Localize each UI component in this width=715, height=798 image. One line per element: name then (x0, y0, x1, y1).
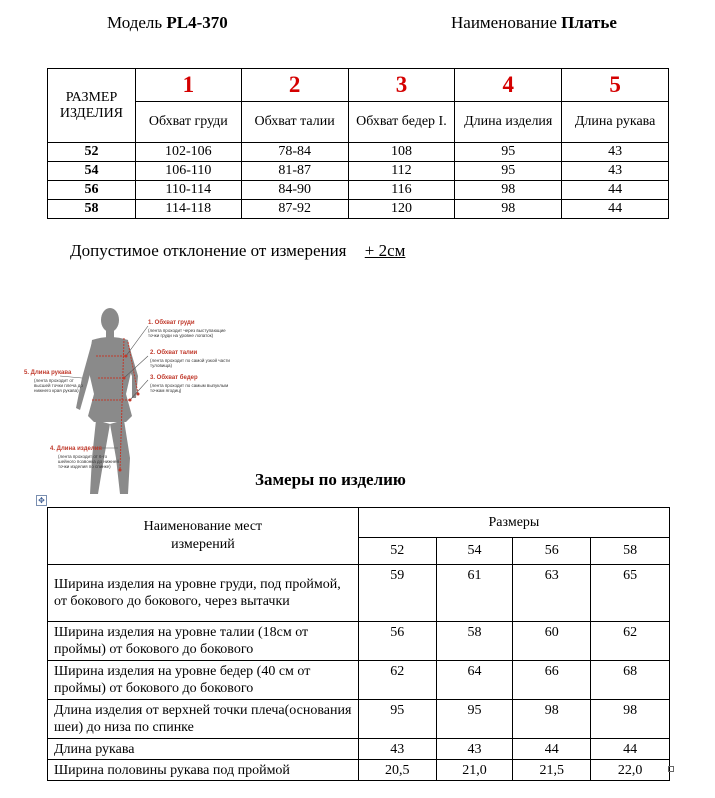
value-cell: 43 (436, 739, 513, 760)
name-header (451, 13, 617, 33)
value-cell: 61 (436, 565, 513, 622)
model-value: PL4-370 (166, 13, 228, 32)
table-row (48, 143, 669, 162)
value-cell: 60 (513, 622, 591, 661)
figure-label-waist: 2. Обхват талии (150, 350, 198, 356)
value-cell: 120 (348, 200, 455, 219)
table-resize-handle[interactable] (668, 766, 674, 772)
value-cell: 44 (562, 181, 669, 200)
value-cell: 81-87 (241, 162, 348, 181)
size-header: 54 (436, 537, 513, 564)
value-cell: 58 (436, 622, 513, 661)
figure-label-length: 4. Длина изделия (50, 446, 102, 452)
measure-name: Ширина изделия на уровне груди, под проймой, от бокового до бокового, через вытачки (48, 565, 359, 622)
measure-name: Длина рукава (48, 739, 359, 760)
col-number: 3 (348, 69, 455, 102)
figure-label-sleeve: 5. Длина рукава (24, 370, 72, 376)
measure-name: Ширина изделия на уровне талии (18см от проймы) от бокового до бокового (48, 622, 359, 661)
value-cell: 62 (591, 622, 670, 661)
table-row (48, 661, 670, 700)
col-header: Обхват груди (135, 102, 241, 143)
sizes-header: Размеры (358, 508, 669, 538)
col-header: Обхват бедер I. (348, 102, 455, 143)
figure-note-chest: (лента проходит через выступающие точки груди на уровне лопаток) (148, 328, 226, 338)
size-header: 58 (591, 537, 670, 564)
value-cell: 43 (358, 739, 436, 760)
value-cell: 56 (358, 622, 436, 661)
table-row (48, 739, 670, 760)
col-header: Обхват талии (241, 102, 348, 143)
value-cell: 112 (348, 162, 455, 181)
value-cell: 84-90 (241, 181, 348, 200)
value-cell: 116 (348, 181, 455, 200)
measurement-figure (20, 298, 260, 498)
table-row (48, 622, 670, 661)
size-table (47, 68, 669, 219)
size-header: 56 (513, 537, 591, 564)
col-header: Длина рукава (562, 102, 669, 143)
size-cell: 54 (48, 162, 136, 181)
figure-note-length: (лента проходит от 6-го шейного позвонка до нижней точки изделия по спинке) (58, 454, 119, 469)
value-cell: 95 (358, 700, 436, 739)
figure-note-hips: (лента проходит по самым выпуклым точкам ягодиц) (150, 383, 229, 393)
value-cell: 98 (513, 700, 591, 739)
value-cell: 78-84 (241, 143, 348, 162)
value-cell: 98 (455, 181, 562, 200)
table-row (48, 700, 670, 739)
measure-name: Ширина изделия на уровне бедер (40 см от проймы) от бокового до бокового (48, 661, 359, 700)
model-label: Модель (107, 13, 163, 32)
value-cell: 20,5 (358, 760, 436, 781)
col-number: 1 (135, 69, 241, 102)
size-cell: 56 (48, 181, 136, 200)
value-cell: 44 (591, 739, 670, 760)
value-cell: 108 (348, 143, 455, 162)
value-cell: 43 (562, 162, 669, 181)
value-cell: 98 (455, 200, 562, 219)
value-cell: 44 (562, 200, 669, 219)
figure-note-sleeve: (лента проходит от высшей точки плеча до нижнего края рукава) (34, 378, 83, 393)
value-cell: 44 (513, 739, 591, 760)
value-cell: 21,5 (513, 760, 591, 781)
value-cell: 21,0 (436, 760, 513, 781)
value-cell: 114-118 (135, 200, 241, 219)
value-cell: 63 (513, 565, 591, 622)
garment-section-title: Замеры по изделию (255, 470, 406, 489)
measure-name: Длина изделия от верхней точки плеча(основания шеи) до низа по спинке (48, 700, 359, 739)
value-cell: 110-114 (135, 181, 241, 200)
value-cell: 43 (562, 143, 669, 162)
table-row (48, 162, 669, 181)
value-cell: 98 (591, 700, 670, 739)
col-number: 5 (562, 69, 669, 102)
figure-label-chest: 1. Обхват груди (148, 320, 195, 326)
size-cell: 52 (48, 143, 136, 162)
value-cell: 106-110 (135, 162, 241, 181)
tolerance-text: Допустимое отклонение от измерения (70, 241, 347, 260)
tolerance-line (70, 241, 405, 261)
col-number: 2 (241, 69, 348, 102)
size-header: 52 (358, 537, 436, 564)
value-cell: 68 (591, 661, 670, 700)
value-cell: 95 (455, 143, 562, 162)
value-cell: 62 (358, 661, 436, 700)
name-label: Наименование (451, 13, 557, 32)
value-cell: 22,0 (591, 760, 670, 781)
col-header: Длина изделия (455, 102, 562, 143)
figure-label-hips: 3. Обхват бедер (150, 375, 198, 381)
table-row (48, 760, 670, 781)
value-cell: 66 (513, 661, 591, 700)
value-cell: 59 (358, 565, 436, 622)
size-cell: 58 (48, 200, 136, 219)
measure-name-header: Наименование мест измерений (48, 508, 359, 565)
size-row-header: РАЗМЕР ИЗДЕЛИЯ (48, 69, 136, 143)
figure-note-waist: (лента проходит по самой узкой части туловища) (150, 358, 230, 368)
value-cell: 95 (455, 162, 562, 181)
value-cell: 65 (591, 565, 670, 622)
value-cell: 95 (436, 700, 513, 739)
table-row (48, 565, 670, 622)
value-cell: 87-92 (241, 200, 348, 219)
table-row (48, 181, 669, 200)
table-row (48, 200, 669, 219)
value-cell: 64 (436, 661, 513, 700)
measure-name: Ширина половины рукава под проймой (48, 760, 359, 781)
table-move-handle-icon[interactable]: ✥ (36, 495, 47, 506)
name-value: Платье (561, 13, 617, 32)
garment-table (47, 507, 670, 781)
col-number: 4 (455, 69, 562, 102)
value-cell: 102-106 (135, 143, 241, 162)
model-header (107, 13, 228, 33)
tolerance-value: + 2см (364, 241, 406, 260)
